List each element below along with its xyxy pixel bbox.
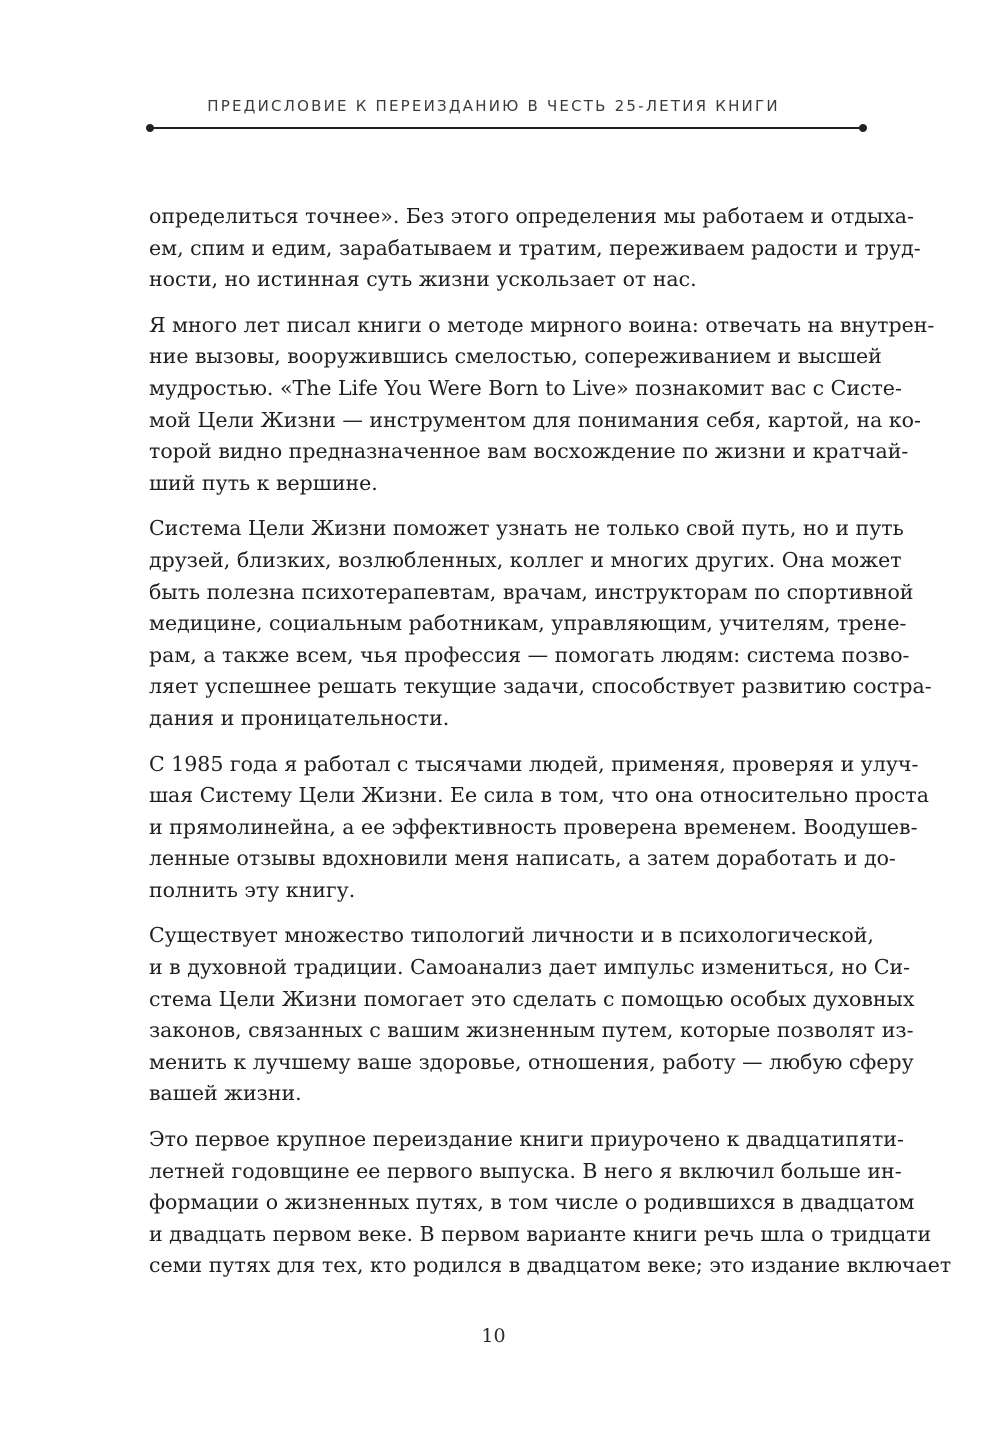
text-line: ем, спим и едим, зарабатываем и тратим, переживаем радости и труд- bbox=[149, 235, 921, 260]
text-line: Существует множество типологий личности и в психологической, bbox=[149, 923, 874, 948]
text-line: менить к лучшему ваше здоровье, отношения, работу — любую сферу bbox=[149, 1049, 914, 1074]
text-line: определиться точнее». Без этого определения мы работаем и отдыха- bbox=[149, 204, 914, 228]
text-line: стема Цели Жизни помогает это сделать с помощью особых духовных bbox=[149, 986, 915, 1011]
text-line: шая Систему Цели Жизни. Ее сила в том, что она относительно проста bbox=[149, 783, 929, 808]
text-line: законов, связанных с вашим жизненным путем, которые позволят из- bbox=[149, 1018, 914, 1043]
text-line: ший путь к вершине. bbox=[149, 470, 378, 495]
text-line: летней годовщине ее первого выпуска. В него я включил больше ин- bbox=[149, 1158, 902, 1183]
paragraph bbox=[149, 749, 929, 907]
text-line: и двадцать первом веке. В первом варианте книги речь шла о тридцати bbox=[149, 1221, 932, 1246]
text-line: ности, но истинная суть жизни ускользает от нас. bbox=[149, 267, 697, 292]
page-number: 10 bbox=[481, 1325, 506, 1347]
paragraph bbox=[149, 201, 921, 296]
text-line: и прямолинейна, а ее эффективность проверена временем. Воодушев- bbox=[149, 814, 918, 839]
text-line: и в духовной традиции. Самоанализ дает импульс измениться, но Си- bbox=[149, 955, 911, 980]
paragraph bbox=[149, 920, 915, 1110]
text-line: быть полезна психотерапевтам, врачам, инструкторам по спортивной bbox=[149, 579, 914, 604]
header-rule-left-dot bbox=[146, 124, 154, 132]
running-head: ПРЕДИСЛОВИЕ К ПЕРЕИЗДАНИЮ В ЧЕСТЬ 25-ЛЕТИЯ КНИГИ bbox=[207, 97, 780, 115]
paragraph bbox=[149, 1124, 952, 1282]
text-line: вашей жизни. bbox=[149, 1081, 302, 1106]
paragraph bbox=[149, 513, 932, 734]
text-line: мой Цели Жизни — инструментом для понимания себя, картой, на ко- bbox=[149, 407, 921, 432]
text-line: ленные отзывы вдохновили меня написать, а затем доработать и до- bbox=[149, 846, 896, 871]
text-line: формации о жизненных путях, в том числе о родившихся в двадцатом bbox=[149, 1190, 915, 1215]
text-line: медицине, социальным работникам, управляющим, учителям, трене- bbox=[149, 611, 907, 636]
paragraph bbox=[149, 310, 935, 500]
text-line: С 1985 года я работал с тысячами людей, применяя, проверяя и улуч- bbox=[149, 751, 919, 776]
body-text bbox=[149, 201, 952, 1296]
text-line: рам, а также всем, чья профессия — помогать людям: система позво- bbox=[149, 642, 910, 667]
header-rule-right-dot bbox=[859, 124, 867, 132]
text-line: семи путях для тех, кто родился в двадцатом веке; это издание включает bbox=[149, 1253, 952, 1278]
text-line: дания и проницательности. bbox=[149, 705, 450, 730]
text-line: торой видно предназначенное вам восхождение по жизни и кратчай- bbox=[149, 439, 909, 464]
text-line: Система Цели Жизни поможет узнать не только свой путь, но и путь bbox=[149, 516, 904, 541]
text-line: друзей, близких, возлюбленных, коллег и многих других. Она может bbox=[149, 547, 902, 572]
text-line: мудростью. «The Life You Were Born to Live» познакомит вас с Систе- bbox=[149, 375, 902, 400]
text-line: Это первое крупное переиздание книги приурочено к двадцатипяти- bbox=[149, 1127, 904, 1152]
header-rule bbox=[150, 127, 863, 129]
text-line: полнить эту книгу. bbox=[149, 877, 356, 902]
text-line: ляет успешнее решать текущие задачи, способствует развитию состра- bbox=[149, 674, 932, 699]
text-line: ние вызовы, вооружившись смелостью, сопереживанием и высшей bbox=[149, 344, 882, 369]
text-line: Я много лет писал книги о методе мирного воина: отвечать на внутрен- bbox=[149, 312, 935, 337]
